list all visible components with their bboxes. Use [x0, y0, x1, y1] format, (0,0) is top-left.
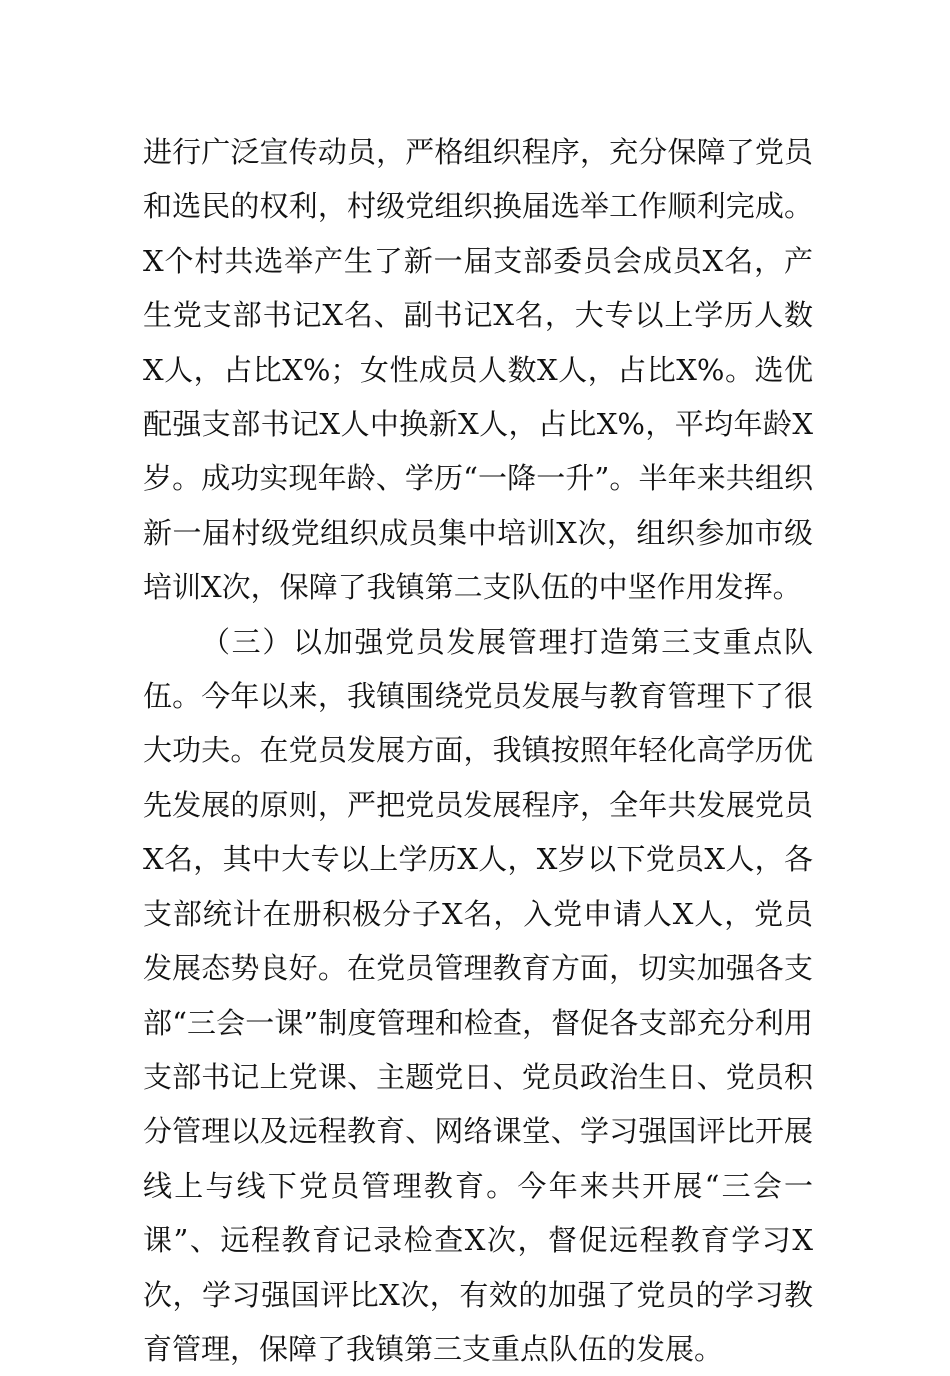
paragraph-section-three: （三）以加强党员发展管理打造第三支重点队伍。今年以来，我镇围绕党员发展与教育管理下了很大功夫。在党员发展方面，我镇按照年轻化高学历优先发展的原则，严把党员发展程序，全年共发展党员X名，其中大专以上学历X人，X岁以下党员X人，各支部统计在册积极分子X名，入党申请人X人，党员发展态势良好。在党员管理教育方面，切实加强各支部“三会一课”制度管理和检查，督促各支部充分利用支部书记上党课、主题党日、党员政治生日、党员积分管理以及远程教育、网络课堂、学习强国评比开展线上与线下党员管理教育。今年来共开展“三会一课”、远程教育记录检查X次，督促远程教育学习X次，学习强国评比X次，有效的加强了党员的学习教育管理，保障了我镇第三支重点队伍的发展。 [143, 624, 813, 1366]
paragraph-continued: 进行广泛宣传动员，严格组织程序，充分保障了党员和选民的权利，村级党组织换届选举工作顺利完成。X个村共选举产生了新一届支部委员会成员X名，产生党支部书记X名、副书记X名，大专以上学历人数X人，占比X%；女性成员人数X人，占比X%。选优配强支部书记X人中换新X人，占比X%，平均年龄X岁。成功实现年龄、学历“一降一升”。半年来共组织新一届村级党组织成员集中培训X次，组织参加市级培训X次，保障了我镇第二支队伍的中坚作用发挥。 [143, 135, 813, 605]
document-body [143, 125, 813, 1376]
